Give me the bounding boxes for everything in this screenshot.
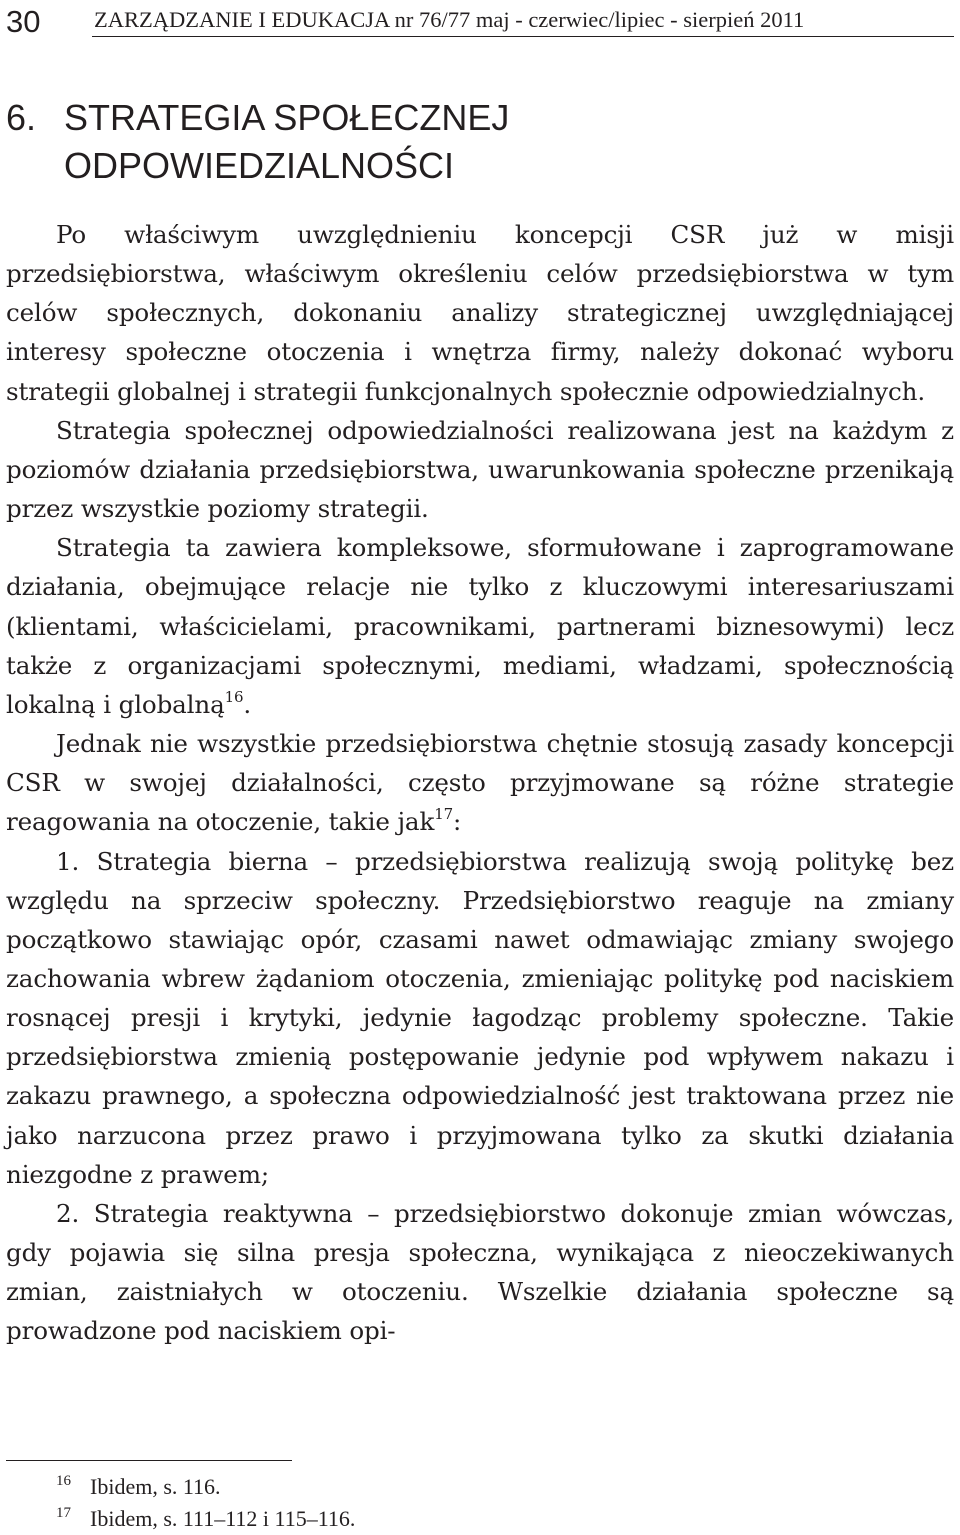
page-number: 30 (6, 4, 41, 39)
paragraph-3 (6, 528, 954, 724)
section-title-line-1: STRATEGIA SPOŁECZNEJ (64, 97, 510, 138)
footnote (6, 1471, 954, 1503)
footnote-text: Ibidem, s. 111–112 i 115–116. (90, 1506, 356, 1531)
footnote-rule (6, 1460, 292, 1461)
paragraph-2: Strategia społecznej odpowiedzialności realizowana jest na każdym z poziomów działania przedsiębiorstwa, uwarunkowania społeczne przenikają przez wszystkie poziomy strategii. (6, 415, 954, 524)
paragraph-1: Po właściwym uwzględnieniu koncepcji CSR już w misji przedsiębiorstwa, właściwym określeniu celów przedsiębiorstwa w tym celów społecznych, dokonaniu analizy strategicznej uwzględniającej interesy społeczne otoczenia i wnętrza firmy, należy dokonać wyboru strategii globalnej i strategii funkcjonalnych społecznie odpowiedzialnych. (6, 220, 954, 406)
page-header (0, 0, 960, 44)
footnote (6, 1503, 954, 1535)
list-item-reactive-strategy: 2. Strategia reaktywna – przedsiębiorstwo dokonuje zmian wówczas, gdy pojawia się silna presja społeczna, wynikająca z nieoczekiwanych zmian, zaistniałych w otoczeniu. Wszelkie działania społeczne są prowadzone pod naciskiem opi- (6, 1198, 954, 1346)
body-text (6, 215, 954, 1351)
footnote-number: 17 (56, 1505, 71, 1521)
paragraph-4-text: Jednak nie wszystkie przedsiębiorstwa chętnie stosują zasady koncepcji CSR w swojej działalności, często przyjmowane są różne strategie reagowania na otoczenie, takie jak (6, 729, 954, 837)
footnote-ref-16: 16 (224, 687, 244, 706)
footnote-ref-17: 17 (434, 805, 453, 824)
list-item-passive-strategy: 1. Strategia bierna – przedsiębiorstwa realizują swoją politykę bez względu na sprzeciw społeczny. Przedsiębiorstwo reaguje na zmiany początkowo stawiając opór, czasami nawet odmawiając zmiany swojego zachowania wbrew żądaniom otoczenia, zmieniając politykę pod naciskiem rosnącej presji i krytyki, jedynie łagodząc problemy społeczne. Takie przedsiębiorstwa zmienią postępowanie jedynie pod wpływem nakazu i zakazu prawnego, a społeczna odpowiedzialność jest traktowana przez nie jako narzucona przez prawo i przyjmowana tylko za skutki działania niezgodne z prawem; (6, 846, 954, 1189)
paragraph-4 (6, 724, 954, 841)
section-number: 6. (6, 97, 37, 138)
paragraph-4-end: : (453, 807, 462, 837)
footnote-number: 16 (56, 1473, 71, 1489)
paragraph-3-text: Strategia ta zawiera kompleksowe, sformułowane i zaprogramowane działania, obejmujące relacje nie tylko z kluczowymi interesariuszami (klientami, właścicielami, pracownikami, partnerami biznesowymi) lecz także z organizacjami społecznymi, mediami, władzami, społecznością lokalną i globalną (6, 533, 954, 719)
section-heading (6, 94, 906, 190)
running-head: ZARZĄDZANIE I EDUKACJA nr 76/77 maj - czerwiec/lipiec - sierpień 2011 (94, 7, 805, 32)
header-rule (92, 36, 954, 37)
section-title-line-2: ODPOWIEDZIALNOŚCI (64, 145, 455, 186)
footnotes (6, 1460, 954, 1535)
paragraph-3-end: . (243, 689, 252, 719)
footnote-text: Ibidem, s. 116. (90, 1474, 221, 1499)
